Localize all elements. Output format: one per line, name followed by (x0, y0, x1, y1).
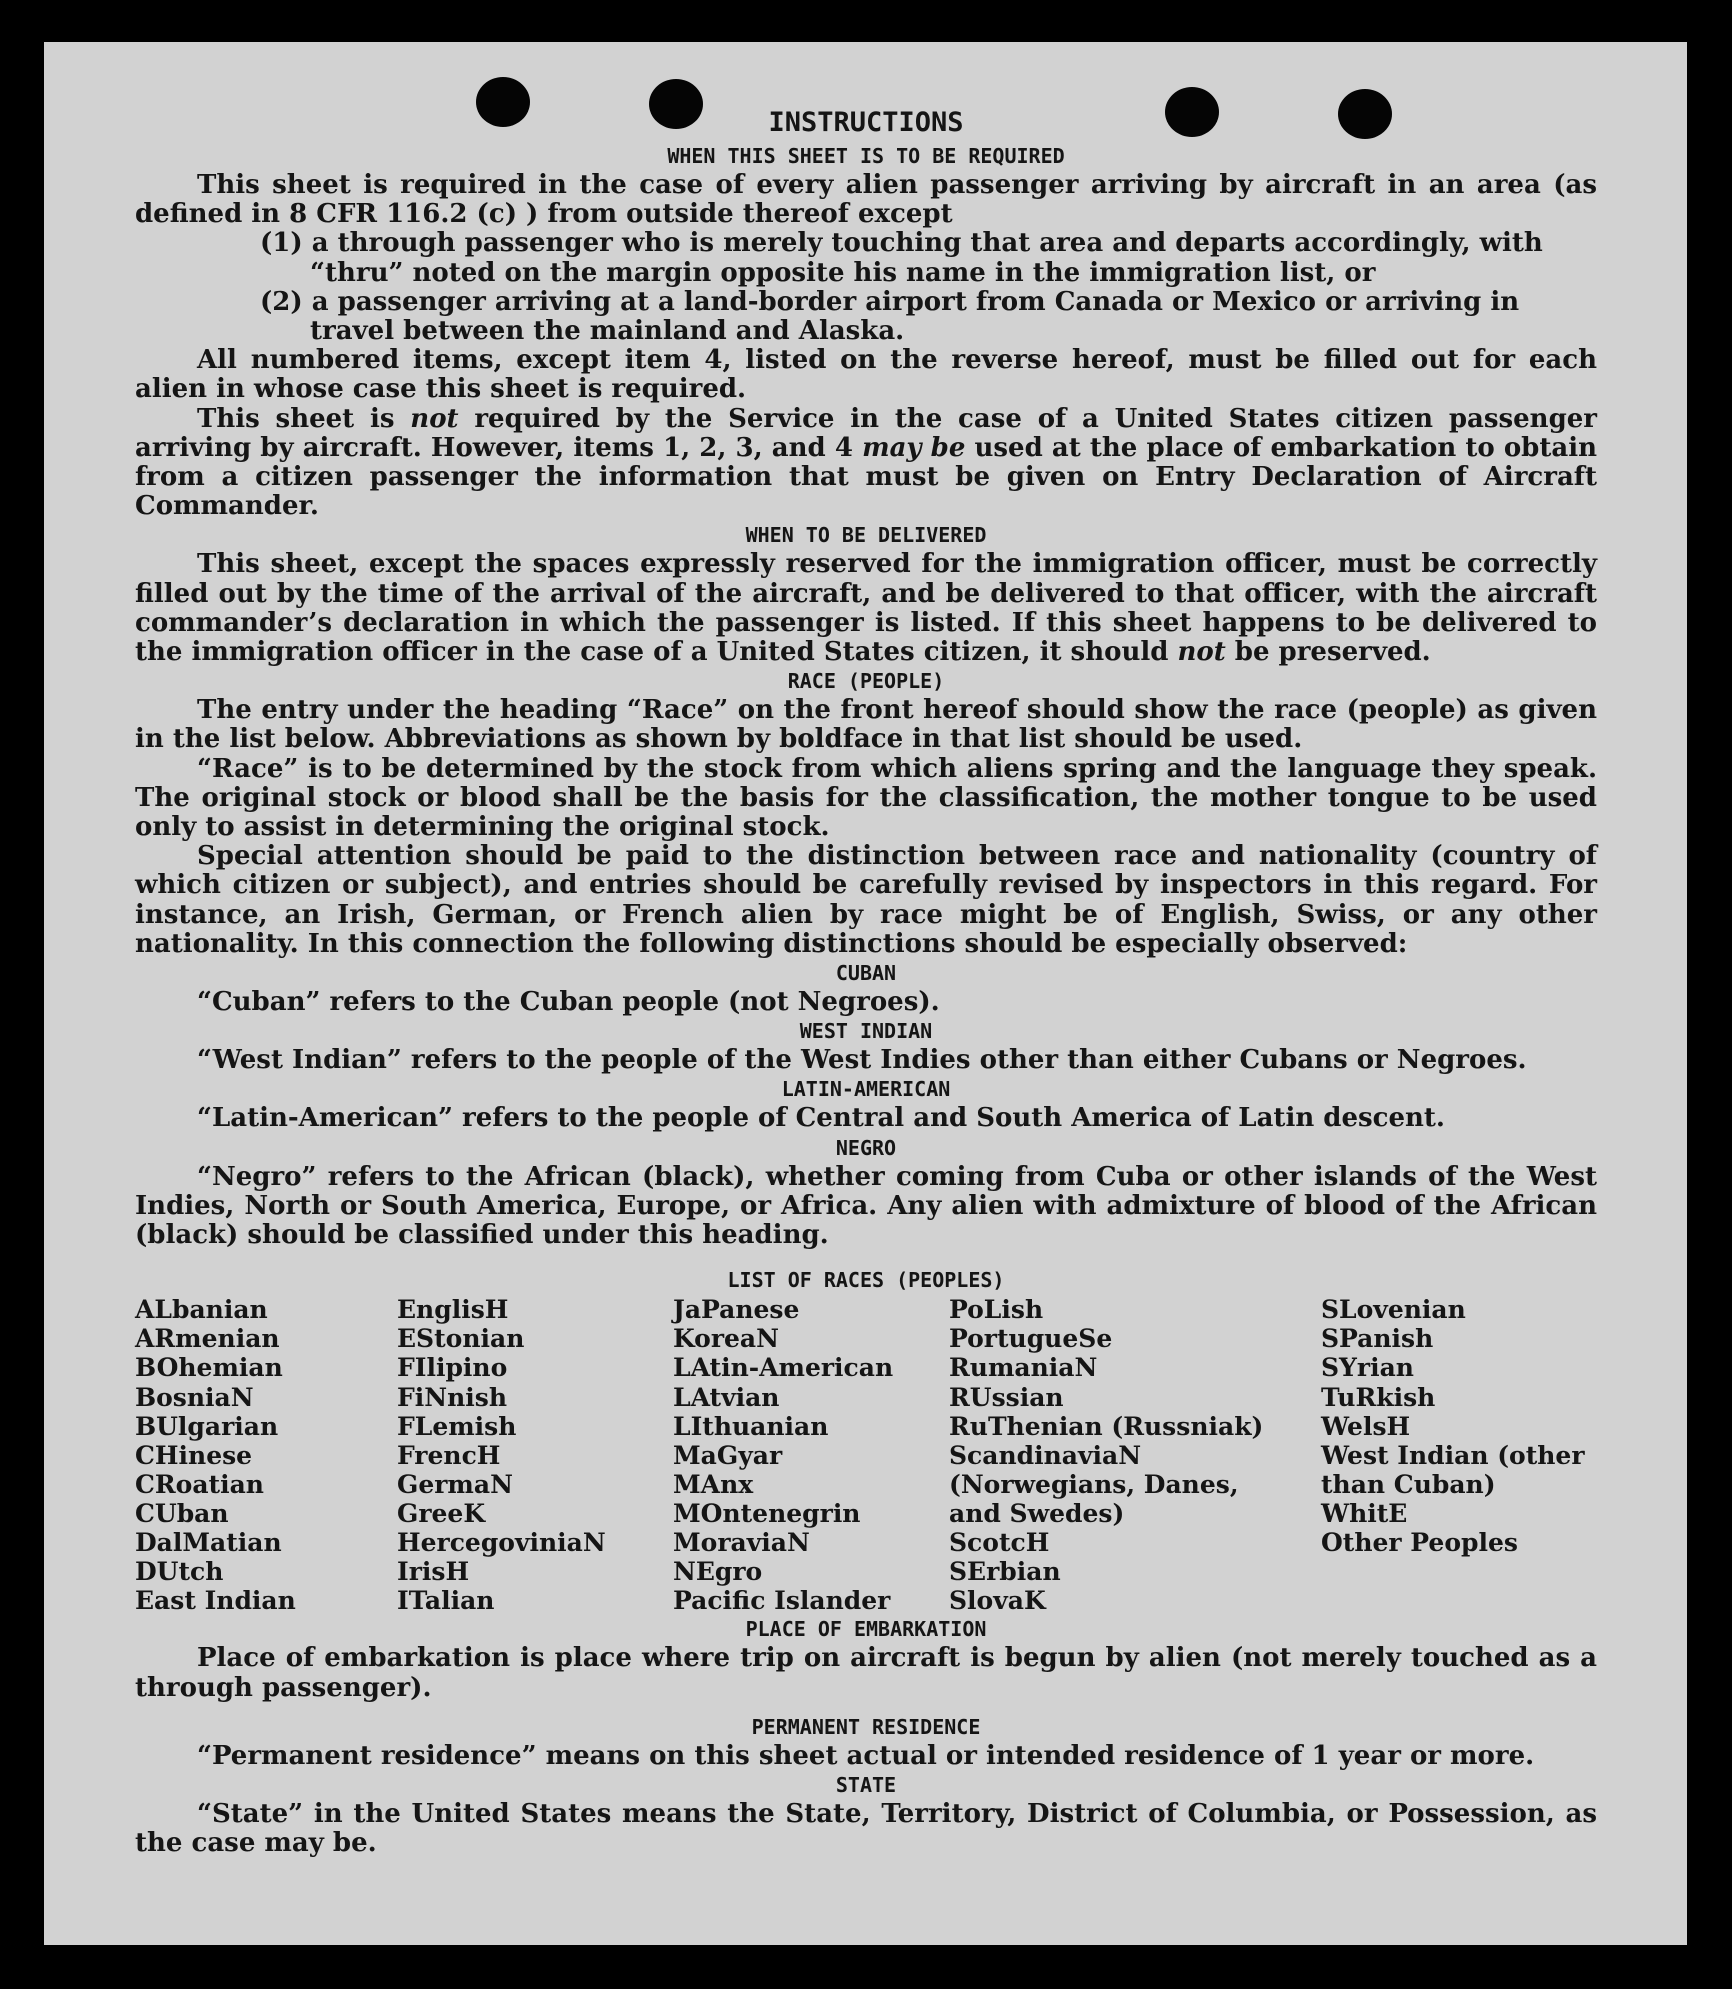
paragraph: “Negro” refers to the African (black), whether coming from Cuba or other islands of the West Indies, North or South America, Europe, or Africa. Any alien with admixture of blood of the African (black) should be classified under this heading. (135, 1161, 1597, 1251)
race-column (135, 1295, 397, 1615)
race-item: ScotcH (949, 1528, 1050, 1558)
list-item: (1) a through passenger who is merely touching that area and departs accordingly, with “thru” noted on the margin opposite his name in the immigration list, or (260, 228, 1543, 288)
race-item: EStonian (397, 1324, 525, 1354)
page-title: INSTRUCTIONS (768, 107, 964, 138)
document-sheet (44, 42, 1687, 1945)
section-heading: WHEN THIS SHEET IS TO BE REQUIRED (667, 144, 1065, 168)
paragraph (135, 550, 1597, 667)
race-item: BOhemian (135, 1353, 283, 1383)
race-item: FIlipino (397, 1353, 508, 1383)
paragraph: “Cuban” refers to the Cuban people (not Negroes). (197, 987, 940, 1018)
text-run: used at the place of embarkation to obtain from a citizen passenger the information that must be given on Entry Declaration of Aircraft Commander. (135, 432, 1597, 522)
race-item: BosniaN (135, 1382, 254, 1412)
emphasis-text: may be (862, 432, 966, 463)
race-item: FLemish (397, 1411, 517, 1441)
section-heading: WHEN TO BE DELIVERED (745, 523, 987, 548)
race-item: GreeK (397, 1498, 486, 1528)
race-item: ScandinaviaN (Norwegians, Danes, and Swedes) (949, 1440, 1239, 1528)
race-item: Pacific Islander (673, 1586, 891, 1616)
race-item: CHinese (135, 1440, 253, 1470)
race-item: ITalian (397, 1586, 495, 1616)
emphasis-text: not (1177, 637, 1226, 668)
paragraph: “Permanent residence” means on this sheet actual or intended residence of 1 year or more. (197, 1740, 1535, 1771)
subsection-heading: NEGRO (835, 1135, 897, 1160)
race-item: PoLish (949, 1295, 1044, 1325)
race-column (397, 1295, 673, 1615)
paragraph (135, 405, 1597, 522)
subsection-heading: WEST INDIAN (799, 1019, 933, 1044)
race-item: MaGyar (673, 1440, 783, 1470)
section-heading: STATE (835, 1772, 897, 1797)
race-column (673, 1295, 949, 1615)
race-item: West Indian (other than Cuban) (1321, 1440, 1585, 1499)
race-item: SYrian (1321, 1353, 1414, 1383)
text-run: be preserved. (1225, 637, 1431, 668)
paragraph: “Latin-American” refers to the people of Central and South America of Latin descent. (197, 1103, 1445, 1134)
text-run: This sheet, except the spaces expressly reserved for the immigration officer, must be correctly filled out by the time of the arrival of the aircraft, and be delivered to that officer, with the aircraft commander’s declaration in which the passenger is listed. If this sheet happens to be delivered to the immigration officer in the case of a United States citizen, it should (135, 549, 1597, 668)
race-item: IrisH (397, 1557, 470, 1587)
race-item: FrencH (397, 1440, 501, 1470)
race-item: Other Peoples (1321, 1528, 1518, 1558)
race-item: WelsH (1321, 1411, 1411, 1441)
race-item: SlovaK (949, 1586, 1046, 1616)
race-item: FiNnish (397, 1382, 508, 1412)
race-item: MOntenegrin (673, 1498, 861, 1528)
race-column (949, 1295, 1321, 1615)
paragraph: Place of embarkation is place where trip on aircraft is begun by alien (not merely touched as a through passenger). (135, 1643, 1597, 1703)
race-item: JaPanese (673, 1295, 800, 1325)
race-item: WhitE (1321, 1498, 1408, 1528)
race-item: ALbanian (135, 1295, 268, 1325)
race-item: EnglisH (397, 1295, 509, 1325)
emphasis-text: not (410, 403, 459, 434)
race-item: MAnx (673, 1469, 754, 1499)
race-item: TuRkish (1321, 1382, 1436, 1412)
race-item: SLovenian (1321, 1295, 1466, 1325)
race-item: CRoatian (135, 1469, 264, 1499)
race-item: BUlgarian (135, 1411, 279, 1441)
text-run: This sheet is (197, 403, 411, 434)
race-item: RUssian (949, 1382, 1064, 1412)
race-item: KoreaN (673, 1324, 779, 1354)
race-item: SErbian (949, 1557, 1061, 1587)
race-item: NEgro (673, 1557, 763, 1587)
section-heading: LIST OF RACES (PEOPLES) (727, 1268, 1005, 1293)
paragraph: “Race” is to be determined by the stock from which aliens spring and the language they speak. The original stock or blood shall be the basis for the classification, the mother tongue to be used only to assist in determining the original stock. (135, 753, 1597, 843)
paragraph: Special attention should be paid to the distinction between race and nationality (country of which citizen or subject), and entries should be carefully revised by inspectors in this regard. For instance, an Irish, German, or French alien by race might be of English, Swiss, or any other nationality. In this connection the following distinctions should be especially observed: (135, 841, 1597, 959)
text-run: required by the Service in the case of a United States citizen passenger arriving by aircraft. However, items 1, 2, 3, and 4 (135, 403, 1598, 463)
paragraph: This sheet is required in the case of every alien passenger arriving by aircraft in an area (as defined in 8 CFR 116.2 (c) ) from outside thereof except (135, 170, 1597, 230)
race-item: East Indian (135, 1586, 296, 1616)
subsection-heading: CUBAN (835, 961, 897, 986)
race-column (1321, 1295, 1597, 1615)
race-item: LAtvian (673, 1382, 780, 1412)
race-item: RumaniaN (949, 1353, 1098, 1383)
race-item: SPanish (1321, 1324, 1434, 1354)
subsection-heading: LATIN-AMERICAN (781, 1077, 951, 1102)
race-item: ARmenian (135, 1324, 280, 1354)
race-item: MoraviaN (673, 1528, 810, 1558)
list-item: (2) a passenger arriving at a land-border airport from Canada or Mexico or arriving in travel between the mainland and Alaska. (260, 286, 1520, 347)
paragraph: “State” in the United States means the State, Territory, District of Columbia, or Possession, as the case may be. (135, 1798, 1597, 1859)
instructions-content (135, 104, 1597, 1858)
race-list (135, 1295, 1597, 1615)
race-item: GermaN (397, 1469, 513, 1499)
race-item: LAtin-American (673, 1353, 894, 1383)
paragraph: The entry under the heading “Race” on the front hereof should show the race (people) as given in the list below. Abbreviations as shown by boldface in that list should be used. (135, 695, 1597, 755)
section-heading: RACE (PEOPLE) (787, 669, 945, 694)
race-item: HercegoviniaN (397, 1528, 606, 1558)
section-heading: PLACE OF EMBARKATION (745, 1617, 987, 1642)
race-item: LIthuanian (673, 1411, 829, 1441)
race-item: DUtch (135, 1557, 224, 1587)
race-item: DalMatian (135, 1528, 282, 1558)
paragraph: “West Indian” refers to the people of the West Indies other than either Cubans or Negroes. (197, 1045, 1527, 1076)
race-item: CUban (135, 1498, 229, 1528)
race-item: RuThenian (Russniak) (949, 1411, 1264, 1441)
race-item: PortugueSe (949, 1324, 1113, 1354)
paragraph: All numbered items, except item 4, listed on the reverse hereof, must be filled out for each alien in whose case this sheet is required. (135, 345, 1597, 405)
section-heading: PERMANENT RESIDENCE (751, 1714, 981, 1739)
